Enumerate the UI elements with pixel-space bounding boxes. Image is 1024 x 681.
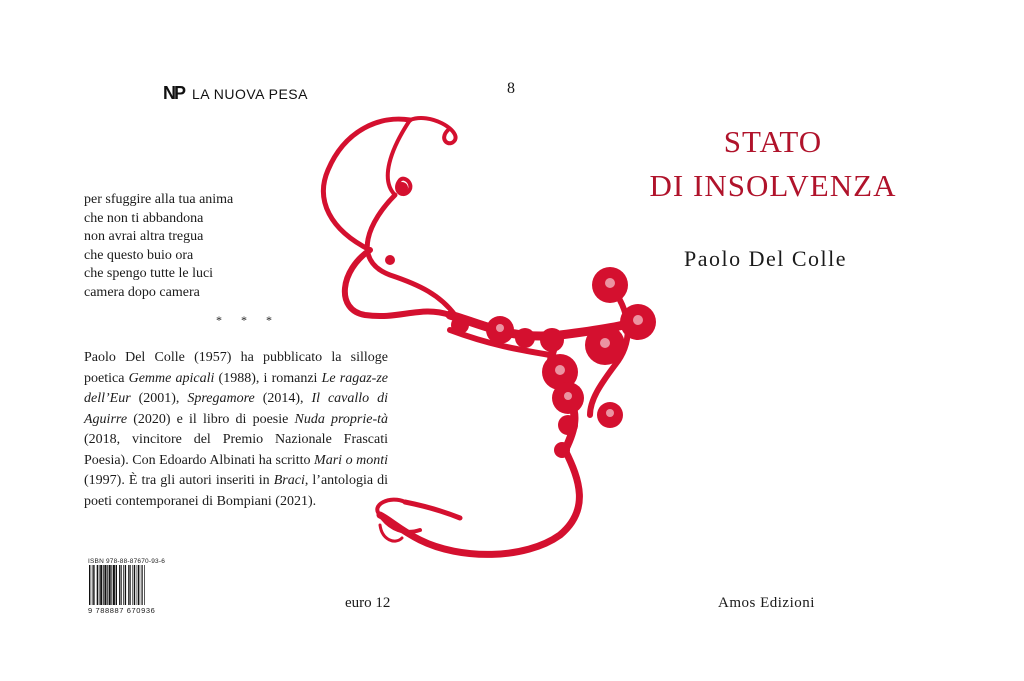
- poem-excerpt: [84, 191, 233, 302]
- barcode-bar: [119, 565, 120, 605]
- section-separator: * * *: [216, 313, 280, 327]
- barcode-bar: [141, 565, 142, 605]
- title-line: DI INSOLVENZA: [649, 168, 897, 203]
- bio-title: Le ragaz-ze dell’Eur: [84, 370, 388, 406]
- isbn-label: ISBN 978-88-87670-93-6: [88, 558, 166, 565]
- barcode-bar: [103, 565, 104, 605]
- barcode-bar: [93, 565, 94, 605]
- poem-line: non avrai altra tregua: [84, 229, 204, 244]
- barcode-bar: [121, 565, 122, 605]
- bio-text: Paolo Del Colle (1957) ha pubblicato la silloge poetica: [84, 350, 388, 386]
- barcode-bar: [89, 565, 90, 605]
- barcode-bar: [104, 565, 106, 605]
- bio-title: Spregamore: [187, 391, 255, 406]
- author-name: Paolo Del Colle: [684, 246, 848, 271]
- barcode-digits: 9 788887 670936: [88, 606, 156, 615]
- bio-text: (2014),: [254, 391, 312, 406]
- page-number: 8: [507, 80, 515, 97]
- barcode-bar: [142, 565, 143, 605]
- book-title: [608, 120, 938, 208]
- barcode-bar: [107, 565, 108, 605]
- barcode-bar: [132, 565, 133, 605]
- barcode-bar: [123, 565, 124, 605]
- bio-text: (1988), i romanzi: [214, 370, 322, 386]
- poem-line: che spengo tutte le luci: [84, 266, 214, 281]
- barcode-bar: [97, 565, 98, 605]
- poem-line: che questo buio ora: [84, 247, 194, 263]
- bio-text: , l’antologia di poeti contemporanei di Bompiani (2021).: [84, 473, 388, 509]
- barcode-bar: [99, 565, 100, 605]
- barcode-bar: [144, 565, 145, 605]
- barcode-bar: [137, 565, 138, 605]
- bio-text: (2001),: [130, 391, 188, 406]
- bio-title: Il cavallo di Aguirre: [84, 391, 388, 427]
- bio-title: Braci: [273, 473, 305, 488]
- barcode-bar: [134, 565, 135, 605]
- barcode-bar: [92, 565, 93, 605]
- isbn-barcode: [88, 558, 164, 615]
- barcode-bar: [109, 565, 111, 605]
- bio-text: (1997). È tra gli autori inseriti in: [84, 473, 274, 488]
- bio-title: Gemme apicali: [128, 370, 215, 386]
- price: euro 12: [345, 595, 391, 611]
- bio-title: Mari o monti: [314, 452, 388, 468]
- bio-text: (2018, vincitore del Premio Nazionale Frascati Poesia). Con Edoardo Albinati ha scritto: [84, 432, 388, 468]
- publisher-logo-block: [163, 83, 308, 104]
- barcode-bar: [100, 565, 102, 605]
- bio-text: (2020) e il libro di poesie: [127, 411, 295, 427]
- publisher-logo: NP: [163, 83, 185, 103]
- publisher-name: LA NUOVA PESA: [192, 85, 308, 102]
- barcode-bar: [130, 565, 131, 605]
- barcode-bar: [125, 565, 126, 605]
- poem-line: camera dopo camera: [84, 284, 200, 300]
- barcode-graphic: [88, 565, 164, 605]
- title-line: STATO: [723, 124, 823, 159]
- imprint: Amos Edizioni: [718, 595, 815, 611]
- barcode-bar: [111, 565, 112, 605]
- barcode-bar: [113, 565, 115, 605]
- barcode-bar: [128, 565, 129, 605]
- barcode-bar: [138, 565, 139, 605]
- bio-title: Nuda proprie-tà: [294, 411, 388, 427]
- poem-line: che non ti abbandona: [84, 210, 204, 226]
- poem-line: per sfuggire alla tua anima: [84, 192, 234, 207]
- barcode-bar: [116, 565, 117, 605]
